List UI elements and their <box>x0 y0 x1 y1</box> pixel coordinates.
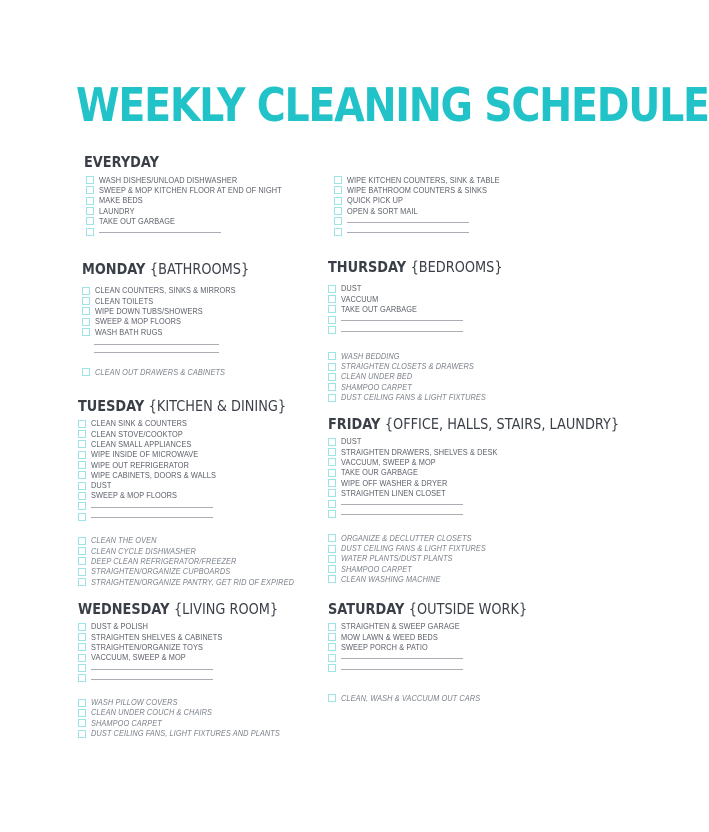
task-label: WASH BATH RUGS <box>95 327 163 337</box>
task-label: CLEAN WASHING MACHINE <box>341 574 441 584</box>
task-label: CLEAN UNDER COUCH & CHAIRS <box>91 708 212 718</box>
task-item <box>328 622 578 632</box>
task-item <box>328 478 578 488</box>
task-label: STRAIGHTEN SHELVES & CABINETS <box>91 632 223 642</box>
task-checkbox[interactable] <box>328 448 336 456</box>
task-label: WASH BEDDING <box>341 351 400 361</box>
task-list <box>328 437 578 499</box>
task-list <box>86 175 336 226</box>
task-checkbox[interactable] <box>78 709 86 717</box>
task-label: CLEAN OUT DRAWERS & CABINETS <box>95 367 226 377</box>
write-in-line[interactable] <box>91 517 213 518</box>
task-label: WIPE INSIDE OF MICROWAVE <box>91 450 199 460</box>
write-in-line[interactable] <box>341 658 463 659</box>
task-label: WIPE BATHROOM COUNTERS & SINKS <box>347 185 488 195</box>
task-checkbox[interactable] <box>78 440 86 448</box>
task-checkbox[interactable] <box>78 502 86 510</box>
write-in-line[interactable] <box>341 331 463 332</box>
blank-task-item <box>334 216 584 226</box>
task-item <box>78 419 328 429</box>
task-item <box>78 439 328 449</box>
blank-task-item <box>86 226 336 236</box>
task-label: MOW LAWN & WEED BEDS <box>341 632 438 642</box>
task-checkbox[interactable] <box>328 694 336 702</box>
section-friday <box>328 415 620 585</box>
spacer <box>78 522 328 536</box>
blank-task-item <box>328 663 578 673</box>
task-item <box>328 488 578 498</box>
task-item <box>78 536 328 546</box>
task-checkbox[interactable] <box>82 307 90 315</box>
task-checkbox[interactable] <box>328 363 336 371</box>
task-item <box>82 367 332 377</box>
extra-task-list <box>328 693 578 703</box>
task-item <box>82 306 332 316</box>
task-item <box>78 698 328 708</box>
task-label: SWEEP & MOP FLOORS <box>95 317 182 327</box>
task-label: VACCUUM, SWEEP & MOP <box>91 653 186 663</box>
everyday-list-right <box>334 175 584 237</box>
section-thursday <box>328 258 578 403</box>
task-item <box>86 206 336 216</box>
page-title: WEEKLY CLEANING SCHEDULE <box>76 78 709 132</box>
task-checkbox[interactable] <box>78 643 86 651</box>
task-checkbox[interactable] <box>82 318 90 326</box>
task-item <box>78 708 328 718</box>
task-checkbox[interactable] <box>328 510 336 518</box>
blank-task-item <box>78 673 328 683</box>
task-item <box>328 351 578 361</box>
write-in-line[interactable] <box>91 679 213 680</box>
task-checkbox[interactable] <box>328 643 336 651</box>
task-checkbox[interactable] <box>78 730 86 738</box>
task-label: OPEN & SORT MAIL <box>347 206 418 216</box>
task-label: LAUNDRY <box>99 206 135 216</box>
task-label: SWEEP PORCH & PATIO <box>341 642 428 652</box>
write-in-line[interactable] <box>347 222 469 223</box>
section-heading: EVERYDAY <box>84 153 159 171</box>
task-item <box>328 362 578 372</box>
write-in-line[interactable] <box>341 669 463 670</box>
task-checkbox[interactable] <box>78 471 86 479</box>
task-list <box>328 622 578 653</box>
spacer <box>328 519 578 533</box>
task-label: STRAIGHTEN/ORGANIZE TOYS <box>91 642 203 652</box>
task-checkbox[interactable] <box>78 492 86 500</box>
task-checkbox[interactable] <box>86 207 94 215</box>
task-label: DUST <box>341 284 362 294</box>
task-checkbox[interactable] <box>328 394 336 402</box>
task-checkbox[interactable] <box>78 451 86 459</box>
task-checkbox[interactable] <box>334 228 342 236</box>
task-item <box>82 317 332 327</box>
write-in-line[interactable] <box>341 320 463 321</box>
task-label: DEEP CLEAN REFRIGERATOR/FREEZER <box>91 556 237 566</box>
spacer <box>328 335 578 351</box>
spacer <box>82 279 332 286</box>
section-monday <box>82 260 332 378</box>
task-checkbox[interactable] <box>86 186 94 194</box>
task-checkbox[interactable] <box>78 513 86 521</box>
task-item <box>78 577 328 587</box>
task-checkbox[interactable] <box>78 547 86 555</box>
task-item <box>334 206 584 216</box>
task-checkbox[interactable] <box>78 482 86 490</box>
task-item <box>78 718 328 728</box>
task-item <box>328 632 578 642</box>
task-label: WIPE OUT REFRIGERATOR <box>91 460 190 470</box>
blank-task-item <box>328 325 578 335</box>
task-item <box>328 382 578 392</box>
task-item <box>78 481 328 491</box>
task-checkbox[interactable] <box>82 368 90 376</box>
blank-task-item <box>328 315 578 325</box>
section-tuesday <box>78 397 328 587</box>
task-item <box>86 196 336 206</box>
task-checkbox[interactable] <box>78 420 86 428</box>
blank-task-item <box>334 226 584 236</box>
task-item <box>78 622 328 632</box>
task-checkbox[interactable] <box>334 197 342 205</box>
task-checkbox[interactable] <box>328 458 336 466</box>
task-list <box>82 286 332 337</box>
task-label: SHAMPOO CARPET <box>91 718 162 728</box>
task-item <box>328 543 578 553</box>
task-label: MAKE BEDS <box>99 196 143 206</box>
task-label: DUST <box>341 437 362 447</box>
section-heading: WEDNESDAY {LIVING ROOM} <box>78 600 279 618</box>
section-wednesday <box>78 600 328 739</box>
task-checkbox[interactable] <box>78 537 86 545</box>
task-item <box>328 372 578 382</box>
task-checkbox[interactable] <box>78 578 86 586</box>
task-label: SHAMPOO CARPET <box>341 382 412 392</box>
task-item <box>78 556 328 566</box>
task-item <box>328 457 578 467</box>
task-label: TAKE OUT GARBAGE <box>341 304 418 314</box>
task-label: CLEAN TOILETS <box>95 296 154 306</box>
task-label: STRAIGHTEN & SWEEP GARAGE <box>341 622 460 632</box>
task-label: DUST CEILING FANS & LIGHT FIXTURES <box>341 393 486 403</box>
extra-task-list <box>328 533 578 584</box>
task-item <box>78 470 328 480</box>
blank-task-item <box>78 501 328 511</box>
task-label: DUST <box>91 481 112 491</box>
task-checkbox[interactable] <box>78 568 86 576</box>
task-label: DUST CEILING FANS & LIGHT FIXTURES <box>341 544 486 554</box>
task-item <box>328 574 578 584</box>
task-checkbox[interactable] <box>82 287 90 295</box>
section-heading: TUESDAY {KITCHEN & DINING} <box>78 397 287 415</box>
task-label: SHAMPOO CARPET <box>341 564 412 574</box>
task-item <box>328 294 578 304</box>
everyday-list-left <box>86 175 336 237</box>
write-in-line[interactable] <box>91 507 213 508</box>
task-checkbox[interactable] <box>86 197 94 205</box>
task-item <box>82 296 332 306</box>
task-checkbox[interactable] <box>328 373 336 381</box>
task-checkbox[interactable] <box>328 633 336 641</box>
task-label: CLEAN SMALL APPLIANCES <box>91 439 192 449</box>
task-checkbox[interactable] <box>334 176 342 184</box>
task-checkbox[interactable] <box>328 623 336 631</box>
task-list <box>334 175 584 216</box>
task-checkbox[interactable] <box>328 383 336 391</box>
task-label: QUICK PICK UP <box>347 196 404 206</box>
task-list <box>78 419 328 501</box>
task-label: SWEEP & MOP FLOORS <box>91 491 178 501</box>
task-item <box>78 653 328 663</box>
task-label: STRAIGHTEN CLOSETS & DRAWERS <box>341 362 474 372</box>
task-label: STRAIGHTEN LINEN CLOSET <box>341 488 446 498</box>
task-item <box>328 304 578 314</box>
task-checkbox[interactable] <box>86 176 94 184</box>
write-in-line[interactable] <box>341 504 463 505</box>
task-item <box>86 185 336 195</box>
task-label: TAKE OUT GARBAGE <box>99 216 176 226</box>
task-label: CLEAN UNDER BED <box>341 372 413 382</box>
task-item <box>334 175 584 185</box>
task-checkbox[interactable] <box>78 623 86 631</box>
task-checkbox[interactable] <box>328 438 336 446</box>
task-checkbox[interactable] <box>334 186 342 194</box>
task-label: CLEAN, WASH & VACCUUM OUT CARS <box>341 693 481 703</box>
task-label: CLEAN THE OVEN <box>91 536 157 546</box>
write-in-line[interactable] <box>94 344 219 345</box>
task-checkbox[interactable] <box>78 699 86 707</box>
task-checkbox[interactable] <box>328 664 336 672</box>
section-heading: FRIDAY {OFFICE, HALLS, STAIRS, LAUNDRY} <box>328 415 620 433</box>
write-in-line[interactable] <box>347 232 469 233</box>
write-in-line[interactable] <box>99 232 221 233</box>
task-checkbox[interactable] <box>328 305 336 313</box>
blank-task-item <box>78 511 328 521</box>
spacer <box>78 684 328 698</box>
task-label: DUST CEILING FANS, LIGHT FIXTURES AND PLANTS <box>91 729 280 739</box>
task-checkbox[interactable] <box>78 430 86 438</box>
task-checkbox[interactable] <box>328 326 336 334</box>
task-checkbox[interactable] <box>82 328 90 336</box>
task-item <box>328 564 578 574</box>
task-label: WIPE KITCHEN COUNTERS, SINK & TABLE <box>347 175 500 185</box>
spacer <box>328 673 578 693</box>
task-item <box>78 429 328 439</box>
task-checkbox[interactable] <box>328 565 336 573</box>
task-label: ORGANIZE & DECLUTTER CLOSETS <box>341 533 472 543</box>
section-saturday <box>328 600 578 704</box>
section-heading: SATURDAY {OUTSIDE WORK} <box>328 600 528 618</box>
task-item <box>328 437 578 447</box>
task-checkbox[interactable] <box>328 285 336 293</box>
task-checkbox[interactable] <box>78 664 86 672</box>
task-item <box>328 693 578 703</box>
task-item <box>78 567 328 577</box>
task-checkbox[interactable] <box>86 217 94 225</box>
section-heading: MONDAY {BATHROOMS} <box>82 260 250 278</box>
task-item <box>328 392 578 402</box>
task-label: DUST & POLISH <box>91 622 149 632</box>
task-checkbox[interactable] <box>328 500 336 508</box>
task-item <box>78 450 328 460</box>
task-list <box>78 622 328 663</box>
task-label: CLEAN STOVE/COOKTOP <box>91 429 183 439</box>
task-checkbox[interactable] <box>78 654 86 662</box>
task-label: WIPE DOWN TUBS/SHOWERS <box>95 306 203 316</box>
task-label: SWEEP & MOP KITCHEN FLOOR AT END OF NIGHT <box>99 185 282 195</box>
task-checkbox[interactable] <box>86 228 94 236</box>
task-checkbox[interactable] <box>328 352 336 360</box>
blank-task-item <box>328 509 578 519</box>
task-checkbox[interactable] <box>78 633 86 641</box>
task-label: WIPE CABINETS, DOORS & WALLS <box>91 470 217 480</box>
task-checkbox[interactable] <box>328 654 336 662</box>
task-item <box>86 175 336 185</box>
task-item <box>78 642 328 652</box>
task-label: CLEAN SINK & COUNTERS <box>91 419 187 429</box>
task-label: WIPE OFF WASHER & DRYER <box>341 478 448 488</box>
task-label: CLEAN CYCLE DISHWASHER <box>91 546 196 556</box>
task-label: CLEAN COUNTERS, SINKS & MIRRORS <box>95 286 236 296</box>
task-checkbox[interactable] <box>78 674 86 682</box>
task-item <box>78 728 328 738</box>
extra-task-list <box>78 536 328 587</box>
task-item <box>86 216 336 226</box>
task-label: WASH PILLOW COVERS <box>91 698 178 708</box>
task-checkbox[interactable] <box>328 489 336 497</box>
task-checkbox[interactable] <box>78 719 86 727</box>
task-label: STRAIGHTEN/ORGANIZE PANTRY, GET RID OF EXPIRED <box>91 577 294 587</box>
task-checkbox[interactable] <box>328 479 336 487</box>
blank-task-item <box>78 663 328 673</box>
task-checkbox[interactable] <box>328 295 336 303</box>
task-checkbox[interactable] <box>78 557 86 565</box>
task-checkbox[interactable] <box>328 316 336 324</box>
task-checkbox[interactable] <box>328 545 336 553</box>
task-item <box>78 491 328 501</box>
write-in-line[interactable] <box>91 669 213 670</box>
task-checkbox[interactable] <box>328 469 336 477</box>
task-checkbox[interactable] <box>328 534 336 542</box>
task-list <box>328 284 578 315</box>
task-item <box>328 554 578 564</box>
task-checkbox[interactable] <box>328 575 336 583</box>
task-label: WATER PLANTS/DUST PLANTS <box>341 554 453 564</box>
task-item <box>334 196 584 206</box>
task-item <box>328 468 578 478</box>
spacer <box>82 353 332 367</box>
blank-task-item <box>328 653 578 663</box>
task-checkbox[interactable] <box>82 297 90 305</box>
blank-task-item <box>328 499 578 509</box>
task-item <box>328 642 578 652</box>
task-item <box>78 546 328 556</box>
task-item <box>78 632 328 642</box>
task-label: STRAIGHTEN DRAWERS, SHELVES & DESK <box>341 447 498 457</box>
write-in-line[interactable] <box>341 514 463 515</box>
extra-task-list <box>78 698 328 739</box>
task-item <box>78 460 328 470</box>
task-checkbox[interactable] <box>334 217 342 225</box>
extra-task-list <box>82 367 332 377</box>
task-label: VACCUUM, SWEEP & MOP <box>341 457 436 467</box>
task-checkbox[interactable] <box>334 207 342 215</box>
task-item <box>334 185 584 195</box>
task-item <box>328 284 578 294</box>
task-label: STRAIGHTEN/ORGANIZE CUPBOARDS <box>91 567 231 577</box>
task-label: VACCUUM <box>341 294 379 304</box>
task-item <box>328 447 578 457</box>
section-heading: THURSDAY {BEDROOMS} <box>328 258 503 276</box>
task-item <box>82 286 332 296</box>
task-checkbox[interactable] <box>328 555 336 563</box>
task-item <box>82 327 332 337</box>
task-checkbox[interactable] <box>78 461 86 469</box>
task-label: TAKE OUR GARBAGE <box>341 468 419 478</box>
task-label: WASH DISHES/UNLOAD DISHWASHER <box>99 175 238 185</box>
extra-task-list <box>328 351 578 402</box>
section-everyday <box>84 153 564 172</box>
spacer <box>328 277 578 284</box>
task-item <box>328 533 578 543</box>
